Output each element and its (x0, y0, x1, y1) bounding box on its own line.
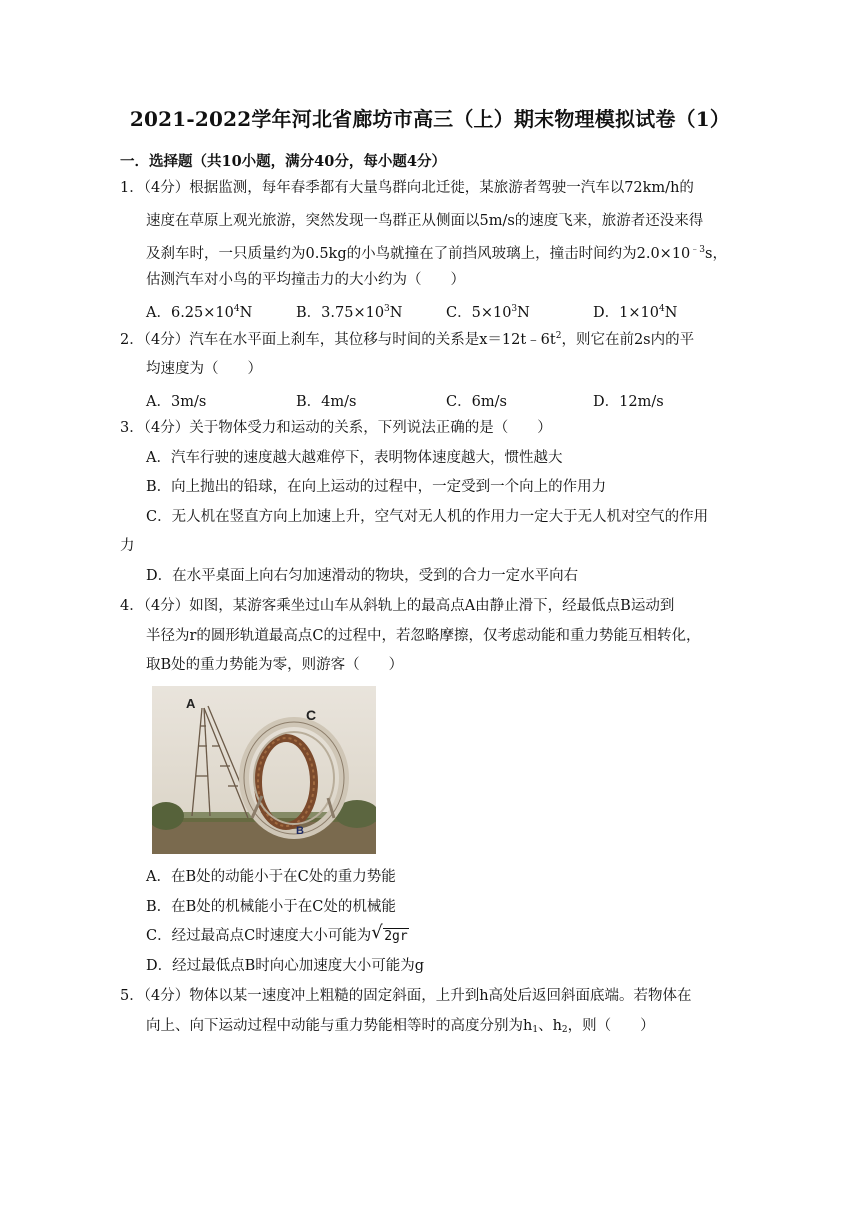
question-2-option-a: A．3m/s (146, 394, 207, 410)
question-3-option-c-line-2: 力 (120, 538, 135, 554)
question-2-option-c: C．6m/s (446, 394, 507, 410)
question-4-option-c: C．经过最高点C时速度大小可能为 √ 2gr (146, 926, 409, 947)
question-1-line-3: 及刹车时，一只质量约为0.5kg的小鸟就撞在了前挡风玻璃上，撞击时间约为$2.0\times 10^{﹣3}s$， (146, 245, 727, 262)
question-3-option-c-line-1: C．无人机在竖直方向上加速上升，空气对无人机的作用力一定大于无人机对空气的作用 (146, 509, 709, 525)
question-1-option-c: C．$5\times 10^3N$ (446, 304, 530, 321)
question-1-line-2: 速度在草原上观光旅游，突然发现一鸟群正从侧面以5m/s的速度飞来，旅游者还没来得 (146, 213, 704, 229)
question-1-option-b: B．$3.75\times 10^3N$ (296, 304, 403, 321)
question-5-line-1: 5．（4分）物体以某一速度冲上粗糙的固定斜面，上升到h高处后返回斜面底端。若物体在 (120, 988, 692, 1004)
sqrt-symbol: √ 2gr (371, 922, 408, 944)
question-2-line-1: 2．（4分）汽车在水平面上刹车，其位移与时间的关系是$x=12t﹣6t^2$，则它在前2s内的平 (120, 331, 695, 348)
question-3-option-a: A．汽车行驶的速度越大越难停下，表明物体速度越大，惯性越大 (146, 450, 563, 466)
question-4-option-b: B．在B处的机械能小于在C处的机械能 (146, 899, 396, 915)
figure-label-b: B (296, 825, 304, 837)
figure-label-a: A (186, 696, 196, 711)
figure-label-c: C (306, 707, 317, 723)
question-4-line-1: 4．（4分）如图，某游客乘坐过山车从斜轨上的最高点A由静止滑下，经最低点B运动到 (120, 598, 675, 614)
page-title: 2021-2022学年河北省廊坊市高三（上）期末物理模拟试卷（1） (129, 107, 731, 131)
question-1-line-1: 1．（4分）根据监测，每年春季都有大量鸟群向北迁徙，某旅游者驾驶一汽车以72km/h的 (120, 180, 694, 196)
question-1-option-d: D．$1\times 10^4N$ (593, 304, 678, 321)
question-1-line-4: 估测汽车对小鸟的平均撞击力的大小约为（ ） (146, 272, 465, 288)
question-4-option-d: D．经过最低点B时向心加速度大小可能为g (146, 958, 425, 974)
question-3-option-b: B．向上抛出的铅球，在向上运动的过程中，一定受到一个向上的作用力 (146, 479, 607, 495)
question-2-line-2: 均速度为（ ） (146, 361, 262, 377)
roller-coaster-photo (152, 686, 376, 854)
question-5-line-2: 向上、向下运动过程中动能与重力势能相等时的高度分别为$h_1$、$h_2$，则（ ） (146, 1018, 655, 1035)
section-heading: 一．选择题（共10小题，满分40分，每小题4分） (120, 153, 446, 170)
question-3-line-1: 3．（4分）关于物体受力和运动的关系，下列说法正确的是（ ） (120, 420, 552, 436)
question-1-option-a: A．$6.25\times 10^4N$ (146, 304, 253, 321)
question-4-line-2: 半径为r的圆形轨道最高点C的过程中，若忽略摩擦，仅考虑动能和重力势能互相转化， (146, 628, 701, 644)
question-4-line-3: 取B处的重力势能为零，则游客（ ） (146, 657, 404, 673)
question-3-option-d: D．在水平桌面上向右匀加速滑动的物块，受到的合力一定水平向右 (146, 568, 579, 584)
question-2-option-d: D．12m/s (593, 394, 664, 410)
question-2-option-b: B．4m/s (296, 394, 357, 410)
question-4-option-a: A．在B处的动能小于在C处的重力势能 (146, 869, 396, 885)
